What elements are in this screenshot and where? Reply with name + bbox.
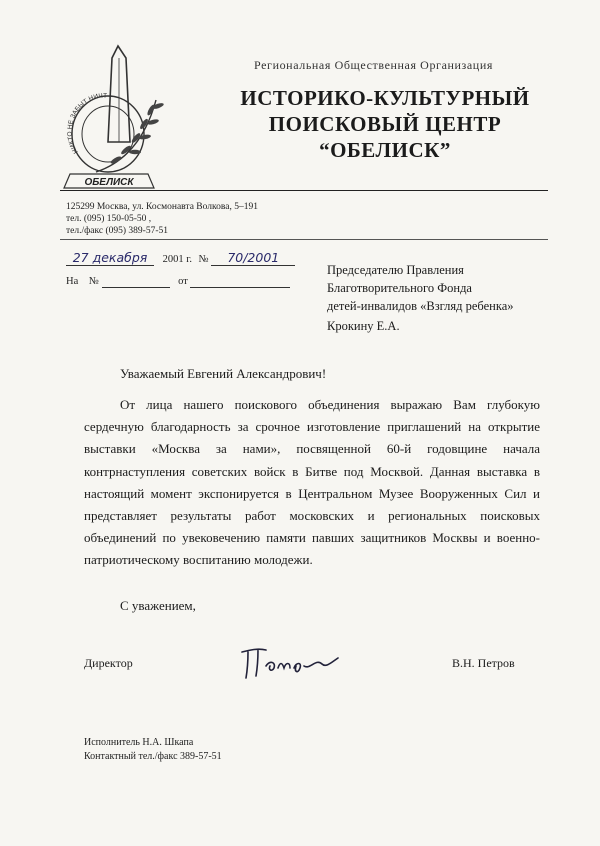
reference-line [66, 276, 290, 288]
svg-text:НИКТО НЕ ЗАБЫТ НИЧТО НЕ ЗАБЫТО [56, 42, 107, 155]
reference-number-blank [102, 276, 170, 288]
fax-line: тел./факс (095) 389-57-51 [66, 226, 168, 236]
logo-ring-text: НИКТО НЕ ЗАБЫТ НИЧТ [66, 92, 107, 155]
address-line: 125299 Москва, ул. Космонавта Волкова, 5–191 [66, 202, 258, 212]
handwritten-signature [236, 640, 346, 689]
addressee-name: Крокину Е.А. [327, 319, 400, 333]
closing: С уважением, [120, 598, 196, 613]
addressee-line-2: Благотворительного Фонда [327, 281, 472, 295]
signer-name: В.Н. Петров [452, 656, 515, 670]
address-divider [60, 239, 548, 240]
letter-year: 2001 г. [162, 254, 192, 265]
executor-name: Исполнитель Н.А. Шкапа [84, 737, 194, 748]
signature-icon [236, 640, 346, 684]
organization-title-line-1: ИСТОРИКО-КУЛЬТУРНЫЙ [240, 86, 530, 110]
reference-number-sign: № [88, 276, 99, 287]
organization-title-line-2: ПОИСКОВЫЙ ЦЕНТР [268, 112, 502, 136]
reference-from: от [178, 276, 188, 287]
organization-logo [56, 42, 186, 192]
registration-line [66, 250, 295, 266]
header-divider [60, 190, 548, 191]
organization-title-line-3: “ОБЕЛИСК” [319, 138, 451, 162]
logo-banner-text: ОБЕЛИСК [84, 177, 134, 188]
letter-date: 27 декабря [66, 250, 154, 266]
addressee-line-3: детей-инвалидов «Взгляд ребенка» [327, 299, 514, 313]
reference-prefix: На [66, 276, 79, 287]
addressee-line-1: Председателю Правления [327, 263, 464, 277]
signer-role: Директор [84, 656, 133, 670]
phone-line: тел. (095) 150-05-50 , [66, 214, 152, 224]
organization-subtitle: Региональная Общественная Организация [254, 58, 493, 72]
letter-number: 70/2001 [211, 250, 295, 266]
executor-contact: Контактный тел./факс 389-57-51 [84, 751, 222, 762]
salutation: Уважаемый Евгений Александрович! [120, 366, 327, 381]
letter-number-sign: № [198, 254, 209, 265]
letter-body: От лица нашего поискового объединения выражаю Вам глубокую сердечную благодарность за срочное изготовление приглашений на открытие выставки «Москва за нами», посвященной 60-й годовщине начала контрнаступления советских войск в Битве под Москвой. Данная выставка в настоящий момент экспонируется в Центральном Музее Вооруженных Сил и представляет результаты работ московских и региональных поисковых объединений по увековечению памяти павших защитников Москвы и военно-патриотическому воспитанию молодежи. [84, 397, 540, 568]
reference-date-blank [190, 276, 290, 288]
obelisk-emblem-icon [56, 42, 186, 192]
